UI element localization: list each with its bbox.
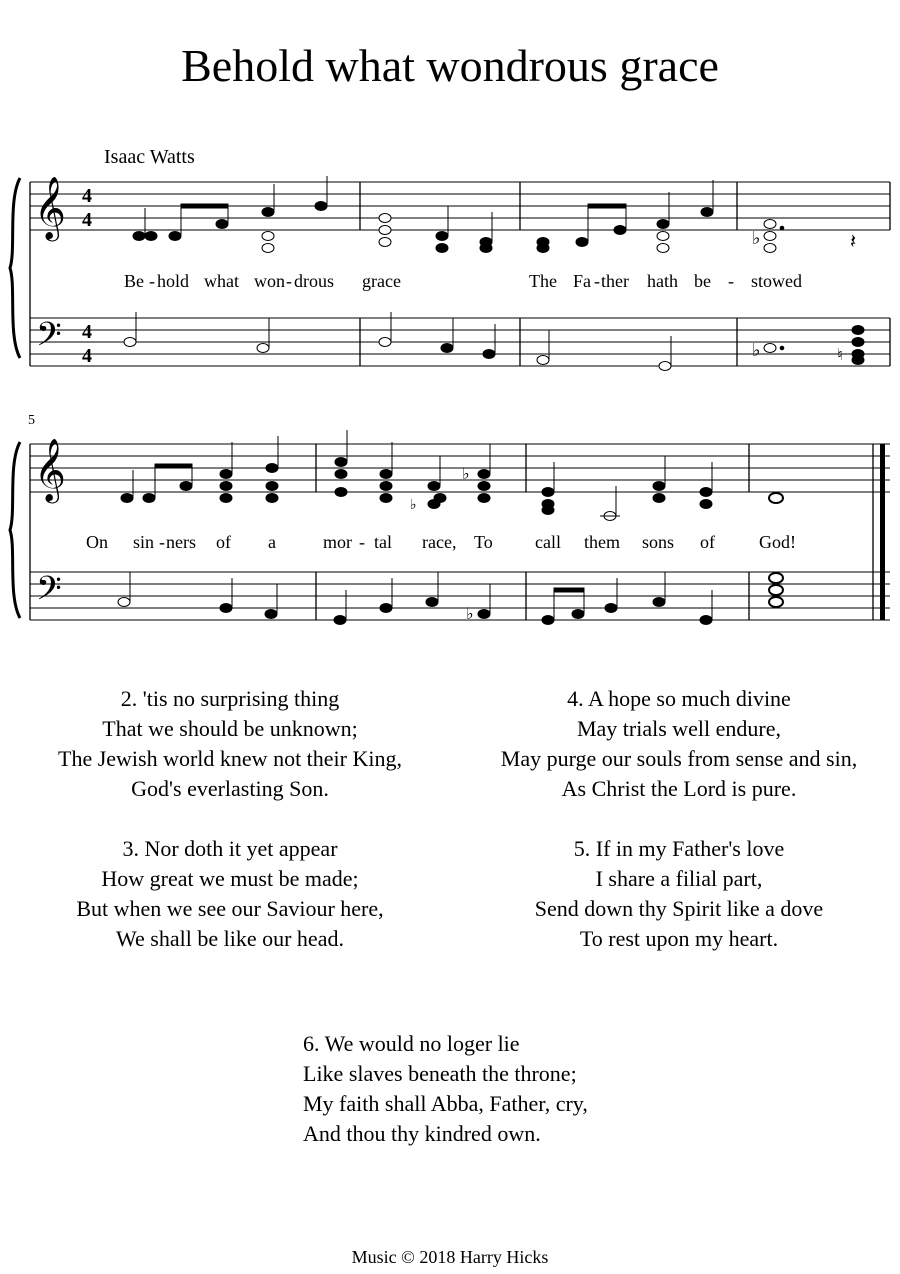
hymn-title: Behold what wondrous grace: [181, 40, 719, 91]
verse-2: [15, 684, 445, 804]
lyric-hyphen: -: [594, 271, 600, 291]
svg-text:♭: ♭: [466, 604, 474, 623]
verse-line: But when we see our Saviour here,: [76, 896, 384, 921]
svg-text:4: 4: [82, 209, 92, 231]
treble-notes-m3: [537, 180, 713, 253]
lyric-syllable: hath: [647, 271, 678, 291]
svg-text:4: 4: [82, 345, 92, 367]
lyric-syllable: sons: [642, 532, 675, 552]
copyright-footer: Music © 2018 Harry Hicks: [351, 1247, 549, 1267]
lyric-syllable: mor: [323, 532, 352, 552]
lyrics-line-2: [86, 532, 796, 552]
lyric-syllable: drous: [294, 271, 334, 291]
verse-line: May purge our souls from sense and sin,: [500, 746, 858, 771]
verse-line: God's everlasting Son.: [131, 776, 329, 801]
verse-line: Send down thy Spirit like a dove: [534, 896, 824, 921]
verse-line: That we should be unknown;: [102, 716, 358, 741]
lyric-syllable: God!: [759, 532, 796, 552]
lyrics-line-1: [124, 271, 802, 291]
treble-notes-m2: [379, 206, 492, 253]
lyric-hyphen: -: [149, 271, 155, 291]
svg-text:♭: ♭: [752, 340, 761, 361]
svg-text:𝄽: 𝄽: [850, 229, 857, 253]
verse-line: 3. Nor doth it yet appear: [122, 836, 338, 861]
verse-line: As Christ the Lord is pure.: [561, 776, 797, 801]
system-1: [10, 176, 890, 371]
system-2: [10, 413, 890, 625]
lyric-syllable: call: [535, 532, 561, 552]
lyric-syllable: Fa: [573, 271, 591, 291]
lyric-hyphen: -: [359, 532, 365, 552]
lyric-syllable: grace: [362, 271, 401, 291]
lyric-syllable: To: [474, 532, 493, 552]
verse-3: [15, 834, 445, 954]
lyric-syllable: Be: [124, 271, 144, 291]
brace-1: [10, 178, 20, 358]
verse-line: And thou thy kindred own.: [303, 1121, 541, 1146]
lyric-syllable: a: [268, 532, 276, 552]
svg-text:4: 4: [82, 185, 92, 207]
final-barline: [880, 444, 885, 620]
measure-number: 5: [28, 413, 35, 428]
verse-line: I share a filial part,: [595, 866, 763, 891]
verse-6: [303, 1029, 703, 1149]
lyric-syllable: of: [216, 532, 231, 552]
verse-5: [462, 834, 896, 954]
treble-notes-m1: [133, 176, 327, 253]
lyric-syllable: what: [204, 271, 239, 291]
lyric-syllable: of: [700, 532, 715, 552]
svg-text:♭: ♭: [410, 497, 417, 513]
treble-staff-1: [30, 182, 890, 230]
lyric-hyphen: -: [728, 271, 734, 291]
lyricist-credit: Isaac Watts: [104, 146, 195, 168]
time-signature-1: [82, 185, 92, 367]
treble-notes-m4: [752, 220, 856, 254]
verse-line: 6. We would no loger lie: [303, 1031, 520, 1056]
lyric-syllable: ther: [601, 271, 629, 291]
lyric-syllable: tal: [374, 532, 392, 552]
lyric-syllable: race,: [422, 532, 457, 552]
treble-clef-icon: 𝄞: [34, 176, 66, 239]
bass-notes-1: [124, 312, 864, 371]
verse-line: To rest upon my heart.: [579, 926, 779, 951]
bass-notes-2: [118, 572, 783, 625]
verse-line: The Jewish world knew not their King,: [58, 746, 402, 771]
verse-line: We shall be like our head.: [116, 926, 344, 951]
verse-line: How great we must be made;: [101, 866, 359, 891]
lyric-syllable: be: [694, 271, 711, 291]
lyric-syllable: stowed: [751, 271, 802, 291]
brace-2: [10, 442, 20, 618]
lyric-syllable: ners: [166, 532, 196, 552]
verse-line: 4. A hope so much divine: [567, 686, 791, 711]
bass-staff-1: [30, 318, 890, 366]
verse-line: Like slaves beneath the throne;: [303, 1061, 577, 1086]
svg-text:♭: ♭: [752, 228, 761, 249]
verse-line: 2. 'tis no surprising thing: [120, 686, 340, 711]
lyric-syllable: hold: [157, 271, 190, 291]
lyric-hyphen: -: [159, 532, 165, 552]
svg-text:4: 4: [82, 321, 92, 343]
verse-line: My faith shall Abba, Father, cry,: [303, 1091, 588, 1116]
lyric-syllable: On: [86, 532, 108, 552]
bass-clef-icon: 𝄢: [36, 316, 62, 362]
bass-staff-2: [30, 572, 890, 620]
svg-text:♭: ♭: [462, 464, 470, 483]
verse-line: 5. If in my Father's love: [573, 836, 785, 861]
treble-clef-icon: 𝄞: [34, 438, 66, 501]
lyric-syllable: them: [584, 532, 620, 552]
lyric-syllable: sin: [133, 532, 155, 552]
bass-clef-icon: 𝄢: [36, 570, 62, 616]
svg-text:♮: ♮: [837, 345, 843, 364]
verse-line: May trials well endure,: [576, 716, 782, 741]
lyric-syllable: won: [254, 271, 285, 291]
verse-4: [462, 684, 896, 804]
lyric-syllable: The: [529, 271, 557, 291]
lyric-hyphen: -: [286, 271, 292, 291]
